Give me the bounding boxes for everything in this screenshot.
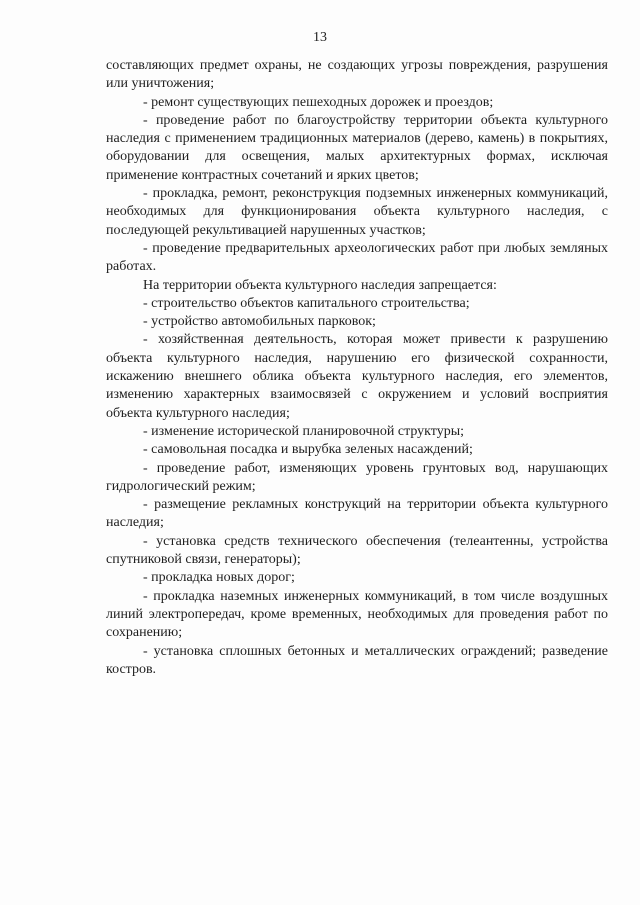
list-item: - прокладка наземных инженерных коммуникаций, в том числе воздушных линий электропередач, кроме временных, необходимых для проведения работ по сохранению; bbox=[106, 588, 608, 641]
list-item: - изменение исторической планировочной структуры; bbox=[143, 423, 465, 439]
list-item: - проведение работ, изменяющих уровень грунтовых вод, нарушающих гидрологический режим; bbox=[106, 460, 608, 494]
list-item: - установка средств технического обеспечения (телеантенны, устройства спутниковой связи, генераторы); bbox=[106, 533, 608, 568]
list-item: - ремонт существующих пешеходных дорожек и проездов; bbox=[143, 94, 494, 110]
list-item: - установка сплошных бетонных и металлических ограждений; разведение костров. bbox=[106, 643, 608, 677]
section-heading-paragraph: На территории объекта культурного наследия запрещается: bbox=[143, 277, 497, 293]
paragraph-continuation: составляющих предмет охраны, не создающих угрозы повреждения, разрушения или уничтожения; bbox=[106, 58, 608, 92]
list-item: - проведение работ по благоустройству территории объекта культурного наследия с применением традиционных материалов (дерево, камень) в покрытиях, оборудовании для освещения, малых архитектурных формах, исключая применение контрастных сочетаний и ярких цветов; bbox=[106, 112, 608, 183]
list-item: - прокладка, ремонт, реконструкция подземных инженерных коммуникаций, необходимых для функционирования объекта культурного наследия, с последующей рекультивацией нарушенных участков; bbox=[106, 186, 608, 238]
list-item: - хозяйственная деятельность, которая может привести к разрушению объекта культурного наследия, нарушению его физической сохранности, искажению внешнего облика объекта культурного наследия, его элементов, изменению характерных взаимосвязей с окружением и условий восприятия объекта культурного наследия; bbox=[106, 332, 608, 421]
list-item: - размещение рекламных конструкций на территории объекта культурного наследия; bbox=[106, 497, 608, 531]
list-item: - устройство автомобильных парковок; bbox=[143, 314, 376, 330]
list-item: - самовольная посадка и вырубка зеленых насаждений; bbox=[143, 442, 473, 458]
list-item: - строительство объектов капитального строительства; bbox=[143, 295, 470, 311]
list-item: - прокладка новых дорог; bbox=[143, 570, 295, 586]
document-body bbox=[106, 57, 608, 679]
list-item: - проведение предварительных археологических работ при любых земляных работах. bbox=[106, 240, 608, 275]
page-number: 13 bbox=[313, 30, 327, 45]
